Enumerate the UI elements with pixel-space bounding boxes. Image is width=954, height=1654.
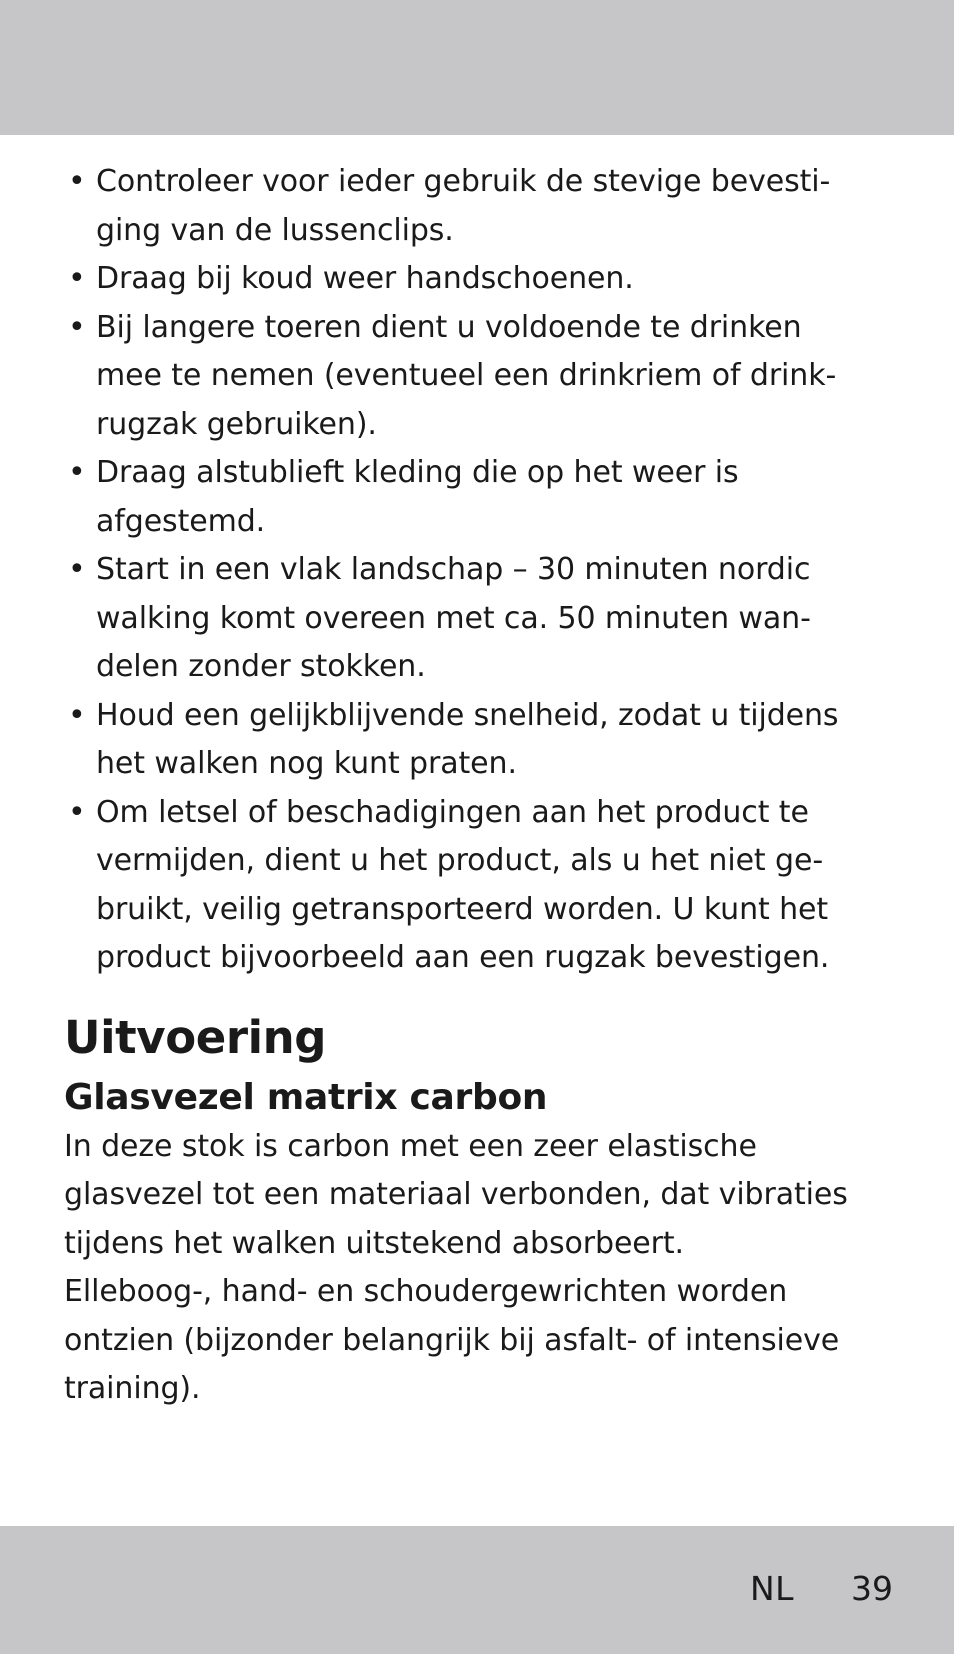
- page-number: 39: [851, 1569, 893, 1608]
- list-item-text: Draag alstublieft kleding die op het weer is afgestemd.: [96, 455, 739, 539]
- list-item: [64, 546, 904, 692]
- list-item-text: Om letsel of beschadigingen aan het product te vermijden, dient u het product, als u het niet ge- bruikt, veilig getransporteerd worden. U kunt het product bijvoorbeeld aan een rugzak bevestigen.: [96, 794, 830, 975]
- list-item: [64, 304, 904, 450]
- list-item: [64, 449, 904, 546]
- list-item-text: Bij langere toeren dient u voldoende te drinken mee te nemen (eventueel een drinkriem of drink- rugzak gebruiken).: [96, 309, 837, 442]
- bullet-icon: •: [68, 261, 86, 296]
- bullet-icon: •: [68, 164, 86, 199]
- page-content: [64, 158, 904, 1414]
- section-paragraph: Elleboog-, hand- en schoudergewrichten worden ontzien (bijzonder belangrijk bij asfalt- of intensieve training).: [64, 1274, 840, 1406]
- list-item: [64, 692, 904, 789]
- list-item-text: Controleer voor ieder gebruik de stevige bevesti- ging van de lussenclips.: [96, 164, 831, 248]
- bullet-icon: •: [68, 552, 86, 587]
- instruction-list: [64, 158, 904, 983]
- section-paragraph: In deze stok is carbon met een zeer elastische glasvezel tot een materiaal verbonden, dat vibraties tijdens het walken uitstekend absorbeert.: [64, 1128, 848, 1261]
- list-item: [64, 255, 904, 304]
- list-item-text: Houd een gelijkblijvende snelheid, zodat u tijdens het walken nog kunt praten.: [96, 697, 839, 781]
- bullet-icon: •: [68, 794, 86, 830]
- list-item: [64, 158, 904, 255]
- list-item-text: Start in een vlak landschap – 30 minuten nordic walking komt overeen met ca. 50 minuten wan- delen zonder stokken.: [96, 552, 811, 684]
- bullet-icon: •: [68, 455, 86, 490]
- header-band: [0, 0, 954, 135]
- footer-band: [0, 1526, 954, 1654]
- section-subtitle: Glasvezel matrix carbon: [64, 1076, 548, 1118]
- list-item-text: Draag bij koud weer handschoenen.: [96, 261, 634, 296]
- bullet-icon: •: [68, 697, 86, 733]
- list-item: [64, 789, 904, 983]
- footer-language: NL: [750, 1569, 795, 1608]
- bullet-icon: •: [68, 309, 86, 345]
- section-title: Uitvoering: [64, 1010, 327, 1064]
